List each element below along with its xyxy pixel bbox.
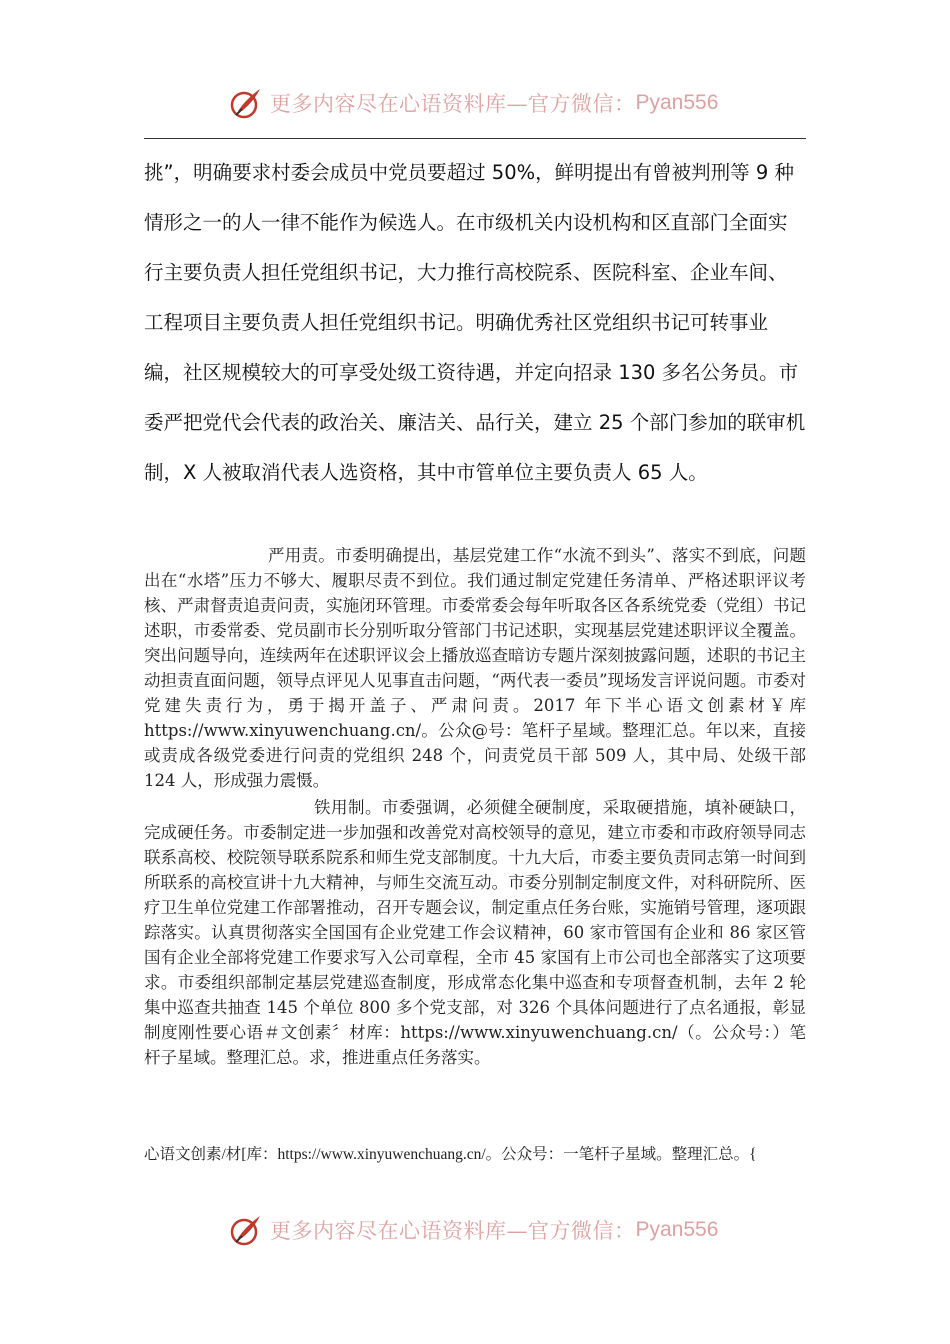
section2-paragraph1: 严用责。市委明确提出，基层党建工作“水流不到头”、落实不到底，问题出在“水塔”压力不够大、履职尽责不到位。我们通过制定党建任务清单、严格述职评议考核、严肃督责追责问责，实施闭环管理。市委常委会每年听取各区各系统党委（党组）书记述职，市委常委、党员副市长分别听取分管部门书记述职，实现基层党建述职评议全覆盖。突出问题导向，连续两年在述职评议会上播放巡查暗访专题片深刻披露问题，述职的书记主动担责直面问题，领导点评见人见事直击问题，“两代表一委员”现场发言评说问题。市委对党建失责行为，勇于揭开盖子、严肃问责。2017 年下半心语文创素材￥库 https://www.xinyuwenchuang.cn/。公众@号：笔杆子星域。整理汇总。年以来，直接或责成各级党委进行问责的党组织 248 个，问责党员干部 509 人，其中局、处级干部 124 人，形成强力震慑。 — [144, 546, 806, 790]
header-banner-brand: Pyan556 — [635, 91, 719, 114]
header-banner-text: 更多内容尽在心语资料库—官方微信： — [270, 92, 636, 116]
section2-paragraph2: 铁用制。市委强调，必须健全硬制度，采取硬措施，填补硬缺口，完成硬任务。市委制定进一步加强和改善党对高校领导的意见，建立市委和市政府领导同志联系高校、校院领导联系院系和师生党支部制度。十九大后，市委主要负责同志第一时间到所联系的高校宣讲十九大精神，与师生交流互动。市委分别制定制度文件，对科研院所、医疗卫生单位党建工作部署推动，召开专题会议，制定重点任务台账，实施销号管理，逐项跟踪落实。认真贯彻落实全国国有企业党建工作会议精神，60 家市管国有企业和 86 家区管国有企业全部将党建工作要求写入公司章程，全市 45 家国有上市公司也全部落实了这项要求。市委组织部制定基层党建巡查制度，形成常态化集中巡查和专项督查机制，去年 2 轮集中巡查共抽查 145 个单位 800 多个党支部，对 326 个具体问题进行了点名通报，彰显制度刚性要心语＃文创素〞材库：https://www.xinyuwenchuang.cn/（。公众号：）笔杆子星域。整理汇总。求，推进重点任务落实。 — [144, 798, 806, 1067]
footer-banner-brand: Pyan556 — [635, 1218, 719, 1241]
section1-paragraph: 挑”，明确要求村委会成员中党员要超过 50%，鲜明提出有曾被判刑等 9 种情形之一的人一律不能作为候选人。在市级机关内设机构和区直部门全面实行主要负责人担任党组织书记，大力推行高校院系、医院科室、企业车间、工程项目主要负责人担任党组织书记。明确优秀社区党组织书记可转事业编，社区规模较大的可享受处级工资待遇，并定向招录 130 多名公务员。市委严把党代会代表的政治关、廉洁关、品行关，建立 25 个部门参加的联审机制，X 人被取消代表人选资格，其中市管单位主要负责人 65 人。 — [144, 161, 806, 484]
section2-text — [144, 543, 806, 1070]
quill-logo-icon — [228, 1212, 264, 1248]
header-banner — [0, 78, 950, 128]
section1-text — [144, 148, 806, 498]
footnote-text: 心语文创素/材[库：https://www.xinyuwenchuang.cn/。公众号：一笔杆子星域。整理汇总。{ — [144, 1146, 757, 1163]
header-divider — [144, 138, 806, 139]
footer-banner — [0, 1205, 950, 1255]
quill-logo-icon — [228, 85, 264, 121]
footer-banner-text: 更多内容尽在心语资料库—官方微信： — [270, 1219, 636, 1243]
